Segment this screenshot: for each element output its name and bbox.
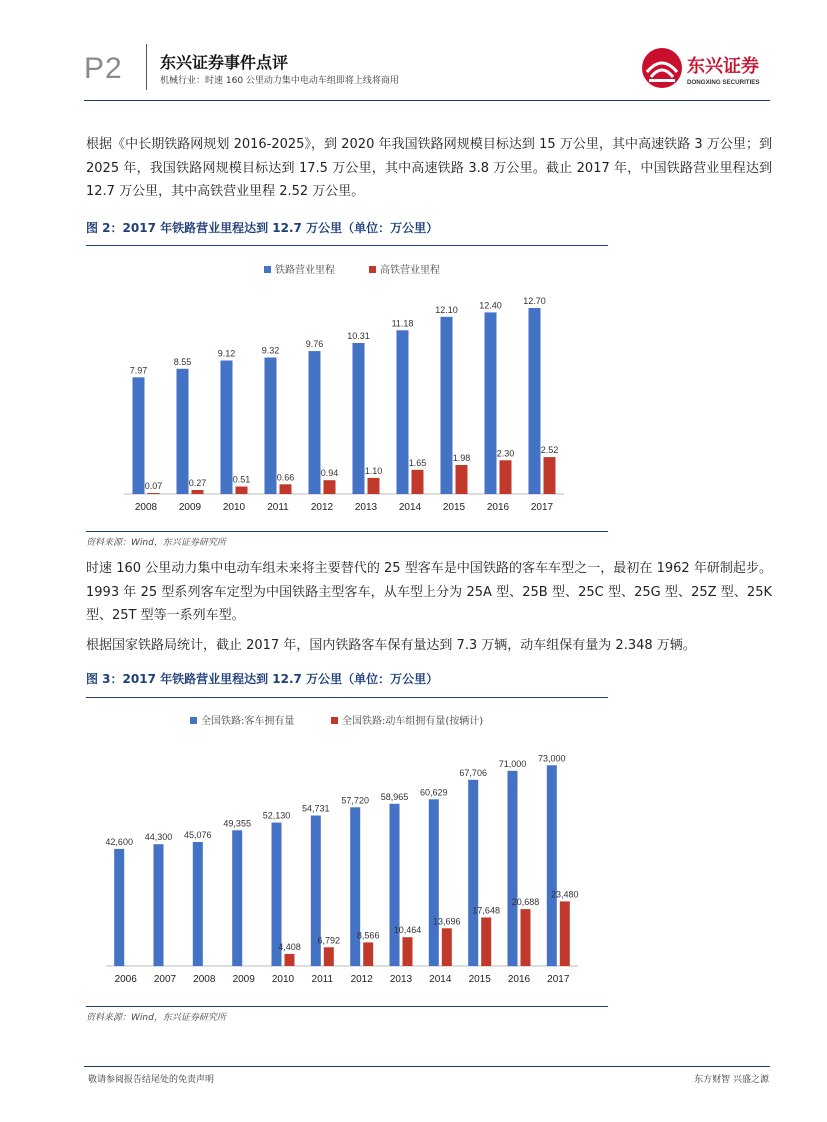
chart1-data-label-primary-2012: 9.76 <box>305 339 324 350</box>
chart1-tick-label-2009: 2009 <box>178 502 202 513</box>
chart1-tick-label-2016: 2016 <box>486 502 510 513</box>
chart1-data-label-secondary-2014: 1.65 <box>408 457 427 468</box>
legend-label-coach: 全国铁路:客车拥有量 <box>201 716 295 727</box>
legend-swatch-coach <box>190 717 197 724</box>
chart2-bar-primary-2006 <box>114 849 124 966</box>
chart1-data-label-primary-2008: 7.97 <box>129 365 148 376</box>
chart2-data-label-secondary-2011: 6,792 <box>317 935 341 946</box>
company-logo <box>641 46 773 90</box>
figure2-chart <box>86 250 608 530</box>
chart1-bar-secondary-2008 <box>148 493 160 494</box>
chart2-bar-primary-2012 <box>350 807 360 966</box>
chart1-bar-primary-2009 <box>177 369 189 494</box>
legend-label-hsr: 高铁营业里程 <box>380 265 440 276</box>
chart1-bar-secondary-2009 <box>192 490 204 494</box>
chart1-bar-secondary-2011 <box>280 484 292 494</box>
header-divider <box>146 44 147 90</box>
figure2-source: 资料来源：Wind，东兴证券研究所 <box>86 538 226 548</box>
figure2-source-rule <box>86 531 608 532</box>
chart2-bar-primary-2007 <box>154 844 164 966</box>
chart2-data-label-secondary-2017: 23,480 <box>551 889 579 900</box>
chart1-data-label-primary-2016: 12.40 <box>479 300 502 311</box>
chart1-data-label-secondary-2015: 1.98 <box>452 453 471 463</box>
page-number: P2 <box>84 52 123 85</box>
chart2-data-label-primary-2011: 54,731 <box>302 803 330 814</box>
chart1-bar-secondary-2013 <box>368 478 380 494</box>
chart2-tick-label-2006: 2006 <box>114 974 137 985</box>
chart2-data-label-primary-2009: 49,355 <box>223 818 251 829</box>
chart1-bar-secondary-2012 <box>324 480 336 494</box>
legend-swatch-rail <box>264 266 271 273</box>
legend-label-rail: 铁路营业里程 <box>275 265 335 276</box>
chart2-data-label-secondary-2014: 13,696 <box>433 916 461 927</box>
legend-label-emu: 全国铁路:动车组拥有量(按辆计) <box>342 716 484 727</box>
chart1-data-label-secondary-2010: 0.51 <box>232 474 251 485</box>
figure3-title-rule <box>86 697 608 698</box>
chart2-bar-secondary-2014 <box>442 928 452 966</box>
chart1-bar-primary-2017 <box>529 308 541 494</box>
chart2-bar-primary-2016 <box>508 771 518 966</box>
chart1-data-label-primary-2017: 12.70 <box>523 296 546 306</box>
figure3-source-rule <box>86 1006 608 1007</box>
chart2-data-label-primary-2012: 57,720 <box>341 795 369 806</box>
chart2-bar-secondary-2016 <box>521 909 531 966</box>
chart1-bar-primary-2012 <box>309 351 321 494</box>
chart1-bar-primary-2008 <box>133 377 145 494</box>
chart2-bar-primary-2013 <box>390 804 400 966</box>
chart1-data-label-primary-2011: 9.32 <box>261 345 280 356</box>
chart2-data-label-primary-2014: 60,629 <box>420 787 448 798</box>
chart1-data-label-secondary-2013: 1.10 <box>364 465 383 476</box>
figure3-title: 图 3：2017 年铁路营业里程达到 12.7 万公里（单位：万公里） <box>86 672 439 686</box>
chart2-tick-label-2011: 2011 <box>311 974 334 985</box>
chart1-bar-primary-2015 <box>441 317 453 494</box>
logo-en: DONGXING SECURITIES <box>687 79 760 86</box>
footer-disclaimer: 敬请参阅报告结尾处的免责声明 <box>88 1075 215 1085</box>
chart1-bar-primary-2014 <box>397 330 409 494</box>
chart1-data-label-secondary-2009: 0.27 <box>188 478 207 488</box>
chart1-data-label-primary-2010: 9.12 <box>217 348 236 359</box>
chart1-bar-secondary-2015 <box>456 465 468 494</box>
chart1-tick-label-2017: 2017 <box>530 502 554 513</box>
chart2-bar-secondary-2017 <box>560 901 570 966</box>
chart2-data-label-secondary-2012: 8,566 <box>356 930 380 941</box>
chart1-data-label-secondary-2012: 0.94 <box>320 468 339 479</box>
chart2-data-label-primary-2007: 44,300 <box>144 832 173 843</box>
figure2-title-rule <box>86 245 608 246</box>
chart2-tick-label-2015: 2015 <box>468 974 491 985</box>
chart2-bar-secondary-2012 <box>363 942 373 966</box>
chart1-data-label-primary-2009: 8.55 <box>173 356 192 367</box>
chart1-legend <box>264 263 440 276</box>
legend-swatch-emu <box>331 717 338 724</box>
chart1-tick-label-2014: 2014 <box>398 502 422 513</box>
chart1-bar-primary-2010 <box>221 361 233 495</box>
chart2-data-label-secondary-2010: 4,408 <box>278 941 301 952</box>
chart2-tick-label-2016: 2016 <box>507 974 531 985</box>
chart2-tick-label-2008: 2008 <box>193 974 216 985</box>
chart1-data-label-secondary-2008: 0.07 <box>144 481 163 491</box>
figure3-chart <box>86 702 608 1002</box>
report-title: 东兴证券事件点评 <box>160 53 289 72</box>
chart1-bar-secondary-2010 <box>236 487 248 495</box>
chart1-tick-label-2010: 2010 <box>222 502 246 513</box>
chart2-tick-label-2014: 2014 <box>429 974 452 985</box>
chart1-tick-label-2015: 2015 <box>442 502 466 513</box>
chart2-data-label-primary-2010: 52,130 <box>262 810 291 821</box>
chart2-bar-primary-2017 <box>547 765 557 966</box>
chart1-data-label-primary-2014: 11.18 <box>391 318 414 329</box>
chart1-bar-secondary-2016 <box>500 460 512 494</box>
chart2-tick-label-2017: 2017 <box>547 974 570 985</box>
chart2-bar-primary-2014 <box>429 799 439 966</box>
chart2-bar-primary-2008 <box>193 842 203 966</box>
chart2-bar-secondary-2010 <box>285 954 295 966</box>
chart2-tick-label-2009: 2009 <box>232 974 255 985</box>
chart1-bar-secondary-2014 <box>412 470 424 494</box>
chart2-data-label-primary-2013: 58,965 <box>380 791 409 802</box>
chart2-data-label-primary-2008: 45,076 <box>184 830 212 840</box>
figure2-title: 图 2：2017 年铁路营业里程达到 12.7 万公里（单位：万公里） <box>86 221 439 235</box>
chart1-bar-primary-2016 <box>485 312 497 494</box>
report-subtitle: 机械行业：时速 160 公里动力集中电动车组即将上线将商用 <box>160 76 399 86</box>
chart1-data-label-secondary-2011: 0.66 <box>276 472 295 483</box>
header-rule <box>84 100 770 101</box>
figure3-source: 资料来源：Wind，东兴证券研究所 <box>86 1013 226 1023</box>
chart2-data-label-primary-2016: 71,000 <box>498 758 527 769</box>
chart1-bar-primary-2013 <box>353 343 365 494</box>
chart2-tick-label-2007: 2007 <box>153 974 177 985</box>
footer-slogan: 东方财智 兴盛之源 <box>694 1075 769 1085</box>
chart2-data-label-secondary-2013: 10,464 <box>393 925 422 936</box>
chart2-data-label-primary-2015: 67,706 <box>459 767 487 778</box>
legend-swatch-hsr <box>369 266 376 273</box>
chart2-data-label-secondary-2016: 20,688 <box>511 897 540 908</box>
footer-rule <box>84 1066 770 1067</box>
chart1-data-label-secondary-2017: 2.52 <box>540 445 559 456</box>
chart2-tick-label-2010: 2010 <box>271 974 295 985</box>
chart1-bar-primary-2011 <box>265 358 277 495</box>
paragraph-railway-plan: 根据《中长期铁路网规划 2016-2025》，到 2020 年我国铁路网规模目标达到 15 万公里，其中高速铁路 3 万公里；到 2025 年，我国铁路网规模目标达到 17.5 万公里，其中高速铁路 3.8 万公里。截止 2017 年，中国铁路营业里程达到 12.7 万公里，其中高铁营业里程 2.52 万公里。 <box>86 137 772 199</box>
chart2-tick-label-2013: 2013 <box>389 974 413 985</box>
chart2-bar-secondary-2011 <box>324 947 334 966</box>
chart2-tick-label-2012: 2012 <box>350 974 373 985</box>
chart1-data-label-secondary-2016: 2.30 <box>496 448 515 459</box>
chart2-data-label-secondary-2015: 17,648 <box>472 905 500 916</box>
chart1-bar-secondary-2017 <box>544 457 556 494</box>
chart1-tick-label-2008: 2008 <box>134 502 158 513</box>
chart2-bar-primary-2015 <box>468 780 478 966</box>
chart2-bar-secondary-2013 <box>403 937 413 966</box>
chart1-data-label-primary-2015: 12.10 <box>435 304 458 315</box>
paragraph-fleet-stats: 根据国家铁路局统计，截止 2017 年，国内铁路客车保有量达到 7.3 万辆，动车组保有量为 2.348 万辆。 <box>86 638 696 653</box>
chart2-data-label-primary-2017: 73,000 <box>538 753 566 764</box>
logo-text: 东兴证券 <box>687 56 759 77</box>
chart1-tick-label-2011: 2011 <box>267 502 289 513</box>
chart1-tick-label-2012: 2012 <box>310 502 334 513</box>
chart1-data-label-primary-2013: 10.31 <box>347 331 370 341</box>
chart2-data-label-primary-2006: 42,600 <box>105 836 133 847</box>
chart2-bar-secondary-2015 <box>481 918 491 967</box>
chart2-bar-primary-2009 <box>232 830 242 966</box>
chart2-legend <box>190 714 483 727</box>
chart1-tick-label-2013: 2013 <box>354 502 378 513</box>
logo-graphic <box>641 46 773 90</box>
paragraph-type25-coach: 时速 160 公里动力集中电动车组未来将主要替代的 25 型客车是中国铁路的客车车型之一，最初在 1962 年研制起步。1993 年 25 型系列客车定型为中国铁路主型客车，从车型上分为 25A 型、25B 型、25C 型、25G 型、25Z 型、25K 型、25T 型等一系列车型。 <box>86 561 772 623</box>
